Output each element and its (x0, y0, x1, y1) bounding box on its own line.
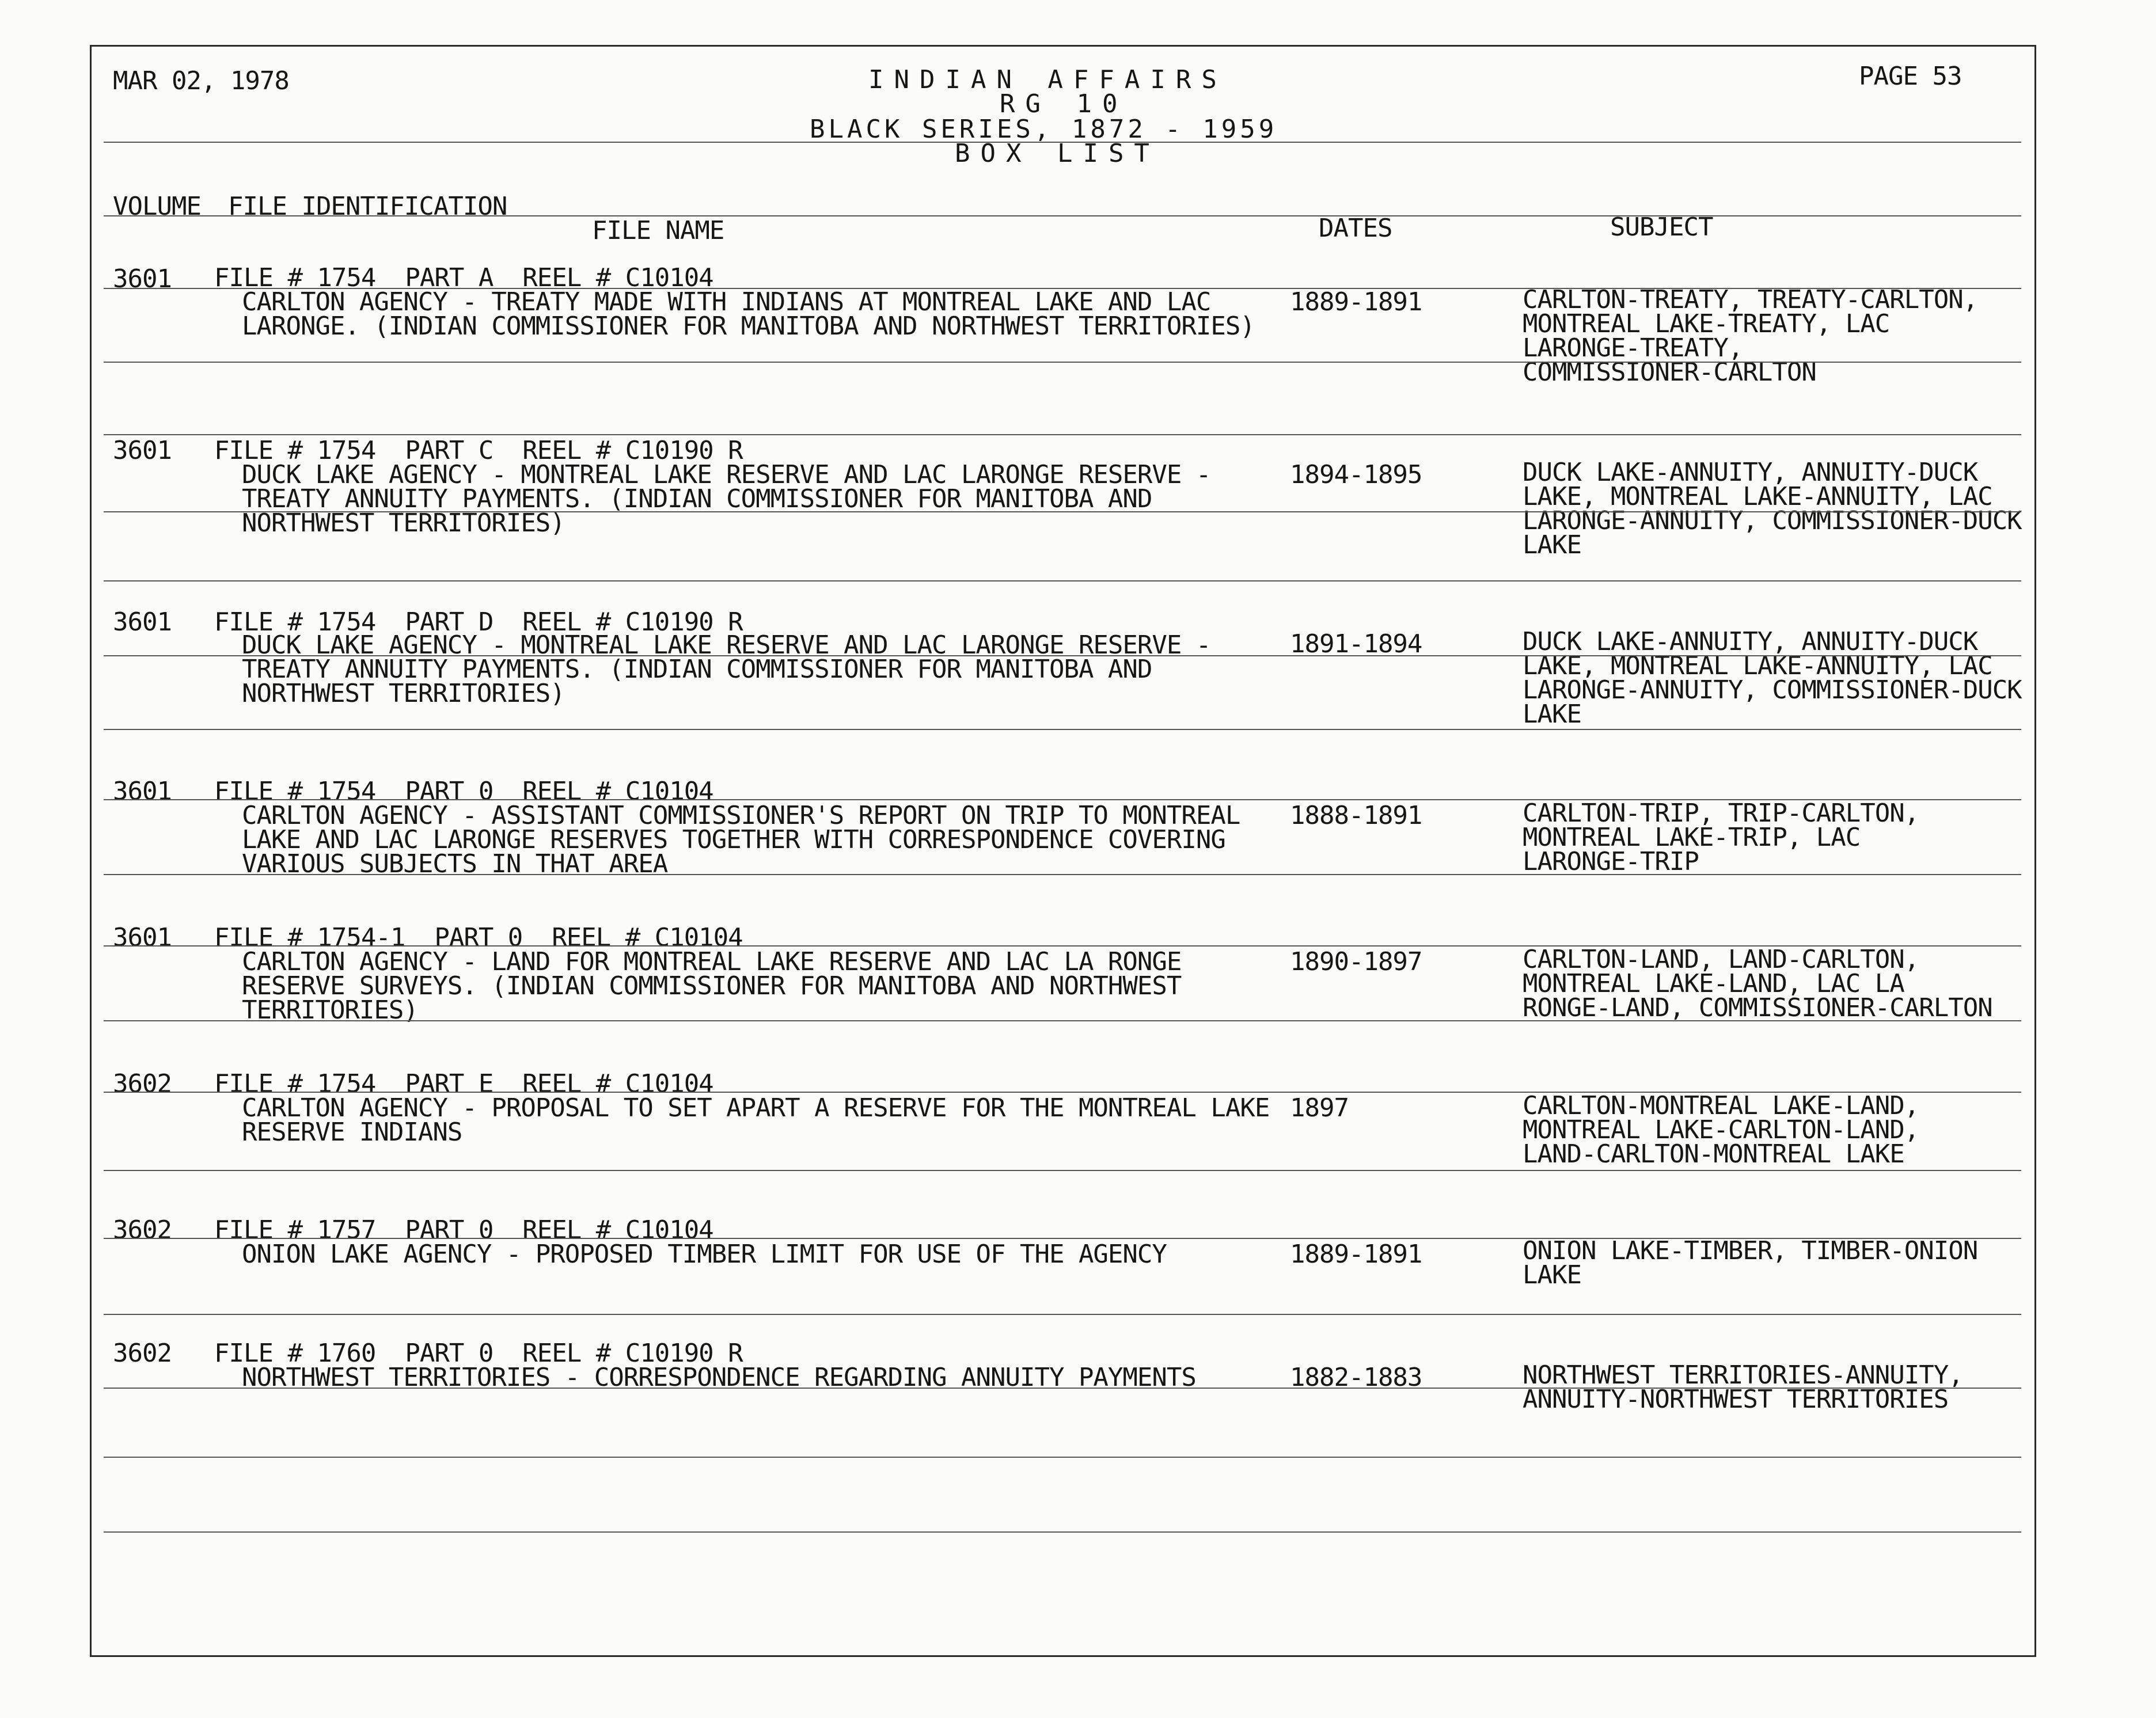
entry-file-line: FILE # 1754 PART A REEL # C10104 (214, 263, 713, 292)
divider (104, 729, 2021, 730)
divider (104, 1238, 2021, 1239)
column-header-file-name: FILE NAME (592, 216, 724, 245)
entry-dates: 1888-1891 (1290, 801, 1422, 830)
divider (104, 362, 2021, 363)
entry-description: DUCK LAKE AGENCY - MONTREAL LAKE RESERVE AND LAC LARONGE RESERVE - TREATY ANNUITY PAYMENTS. (INDIAN COMMISSIONER FOR MANITOBA AND NORTHWEST TERRITORIES) (242, 630, 1211, 708)
column-header-dates: DATES (1319, 214, 1392, 243)
entry-file-line: FILE # 1754-1 PART 0 REEL # C10104 (214, 923, 743, 952)
entry-dates: 1889-1891 (1290, 287, 1422, 317)
divider (104, 1020, 2021, 1021)
divider (104, 799, 2021, 800)
entry-file-line: FILE # 1760 PART 0 REEL # C10190 R (214, 1339, 743, 1368)
divider (104, 580, 2021, 581)
page-number: PAGE 53 (1859, 62, 1962, 91)
divider (104, 945, 2021, 947)
entry-volume: 3602 (113, 1069, 172, 1099)
divider (104, 874, 2021, 875)
entry-dates: 1882-1883 (1290, 1363, 1422, 1392)
entry-subject: CARLTON-LAND, LAND-CARLTON, MONTREAL LAKE-LAND, LAC LA RONGE-LAND, COMMISSIONER-CARLTON (1523, 945, 1992, 1023)
entry-file-line: FILE # 1754 PART C REEL # C10190 R (214, 436, 743, 465)
entry-volume: 3602 (113, 1215, 172, 1245)
entry-description: CARLTON AGENCY - LAND FOR MONTREAL LAKE RESERVE AND LAC LA RONGE RESERVE SURVEYS. (INDIAN COMMISSIONER FOR MANITOBA AND NORTHWEST TERRITORIES) (242, 947, 1182, 1025)
entry-description: CARLTON AGENCY - ASSISTANT COMMISSIONER'S REPORT ON TRIP TO MONTREAL LAKE AND LAC LARONGE RESERVES TOGETHER WITH CORRESPONDENCE COVERING VARIOUS SUBJECTS IN THAT AREA (242, 801, 1240, 879)
column-header-file-identification: FILE IDENTIFICATION (228, 192, 507, 221)
entry-file-line: FILE # 1754 PART D REEL # C10190 R (214, 607, 743, 637)
divider (104, 511, 2021, 512)
entry-dates: 1894-1895 (1290, 460, 1422, 489)
entry-volume: 3601 (113, 436, 172, 465)
series-title: BLACK SERIES, 1872 - 1959 (810, 115, 1278, 144)
entry-dates: 1889-1891 (1290, 1240, 1422, 1269)
entry-dates: 1890-1897 (1290, 947, 1422, 976)
record-group: RG 10 (1000, 89, 1128, 119)
entry-volume: 3601 (113, 264, 172, 294)
entry-description: CARLTON AGENCY - PROPOSAL TO SET APART A RESERVE FOR THE MONTREAL LAKE RESERVE INDIANS (242, 1093, 1270, 1147)
entry-subject: DUCK LAKE-ANNUITY, ANNUITY-DUCK LAKE, MONTREAL LAKE-ANNUITY, LAC LARONGE-ANNUITY, COMMISSIONER-DUCK LAKE (1523, 627, 2022, 729)
divider (104, 434, 2021, 435)
divider (104, 1170, 2021, 1171)
entry-description: CARLTON AGENCY - TREATY MADE WITH INDIANS AT MONTREAL LAKE AND LAC LARONGE. (INDIAN COMMISSIONER FOR MANITOBA AND NORTHWEST TERRITORIES) (242, 287, 1255, 341)
entry-subject: CARLTON-MONTREAL LAKE-LAND, MONTREAL LAKE-CARLTON-LAND, LAND-CARLTON-MONTREAL LAKE (1523, 1091, 1919, 1169)
entry-subject: ONION LAKE-TIMBER, TIMBER-ONION LAKE (1523, 1236, 1978, 1290)
divider (104, 1531, 2021, 1533)
divider (104, 1388, 2021, 1389)
column-header-subject: SUBJECT (1610, 212, 1713, 242)
entry-file-line: FILE # 1757 PART 0 REEL # C10104 (214, 1215, 713, 1245)
column-header-volume: VOLUME (113, 192, 201, 221)
entry-dates: 1891-1894 (1290, 629, 1422, 659)
print-date: MAR 02, 1978 (113, 66, 289, 96)
entry-volume: 3601 (113, 923, 172, 952)
divider (104, 1314, 2021, 1315)
entry-file-line: FILE # 1754 PART 0 REEL # C10104 (214, 777, 713, 806)
entry-description: ONION LAKE AGENCY - PROPOSED TIMBER LIMIT FOR USE OF THE AGENCY (242, 1240, 1167, 1269)
divider (104, 288, 2021, 289)
entry-subject: CARLTON-TRIP, TRIP-CARLTON, MONTREAL LAKE-TRIP, LAC LARONGE-TRIP (1523, 799, 1919, 876)
report-title: INDIAN AFFAIRS (868, 65, 1227, 94)
entry-description: DUCK LAKE AGENCY - MONTREAL LAKE RESERVE AND LAC LARONGE RESERVE - TREATY ANNUITY PAYMENTS. (INDIAN COMMISSIONER FOR MANITOBA AND NORTHWEST TERRITORIES) (242, 460, 1211, 538)
entry-description: NORTHWEST TERRITORIES - CORRESPONDENCE REGARDING ANNUITY PAYMENTS (242, 1363, 1196, 1392)
entry-subject: NORTHWEST TERRITORIES-ANNUITY, ANNUITY-NORTHWEST TERRITORIES (1523, 1360, 1963, 1414)
entry-subject: DUCK LAKE-ANNUITY, ANNUITY-DUCK LAKE, MONTREAL LAKE-ANNUITY, LAC LARONGE-ANNUITY, COMMISSIONER-DUCK LAKE (1523, 458, 2022, 560)
entry-volume: 3601 (113, 777, 172, 806)
divider (104, 1457, 2021, 1458)
entry-volume: 3602 (113, 1339, 172, 1368)
entry-volume: 3601 (113, 607, 172, 637)
list-type: BOX LIST (955, 139, 1160, 168)
entry-dates: 1897 (1290, 1093, 1349, 1123)
divider (104, 1092, 2021, 1093)
entry-file-line: FILE # 1754 PART E REEL # C10104 (214, 1069, 713, 1099)
divider (104, 215, 2021, 216)
divider (104, 142, 2021, 143)
entry-subject: CARLTON-TREATY, TREATY-CARLTON, MONTREAL LAKE-TREATY, LAC LARONGE-TREATY, COMMISSIONER-CARLTON (1523, 285, 1978, 387)
divider (104, 655, 2021, 656)
